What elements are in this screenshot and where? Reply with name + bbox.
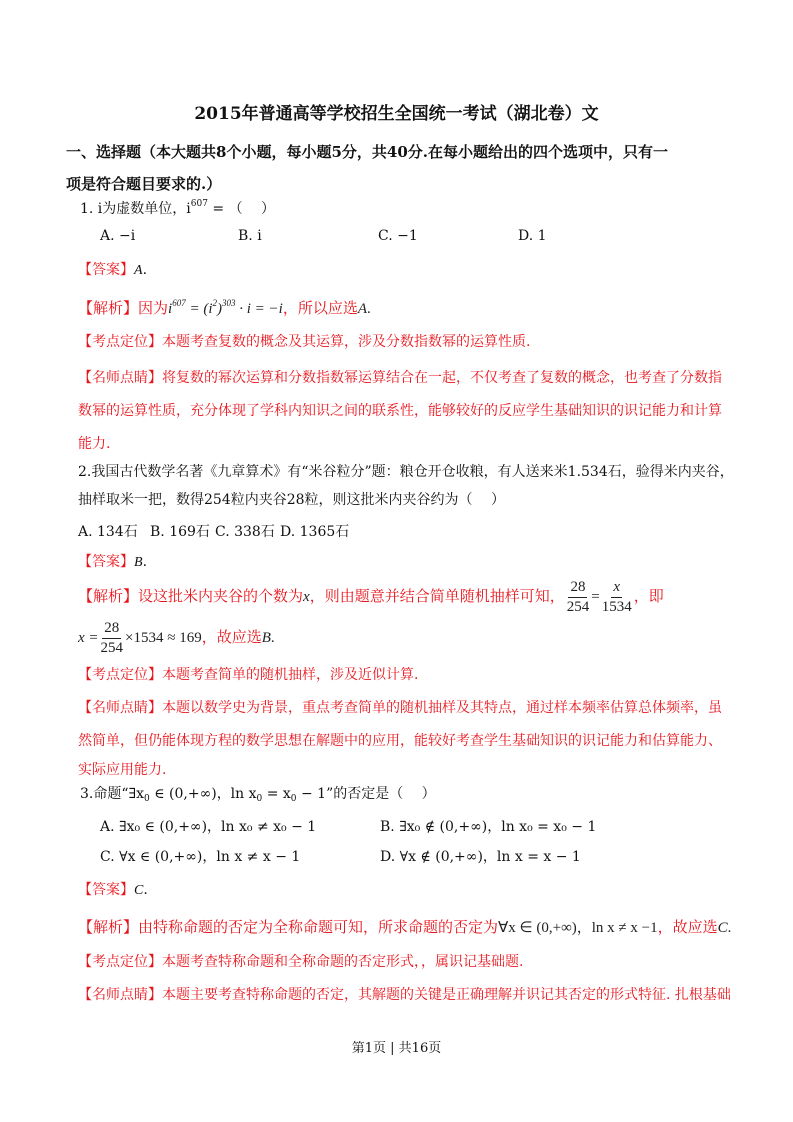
document-title: 2015年普通高等学校招生全国统一考试（湖北卷）文 [194, 104, 599, 124]
q2-option-d: D. 1365石 [280, 524, 350, 540]
q2-stem-line1: 2.我国古代数学名著《九章算术》有“米谷粒分”题：粮仓开仓收粮，有人送来米1.534石，验得米内夹谷， [78, 464, 734, 480]
page-footer: 第1页 | 共16页 [351, 1041, 442, 1056]
analysis-label: 【解析】 [78, 299, 139, 317]
q1-point: 【考点定位】本题考查复数的概念及其运算，涉及分数指数幂的运算性质. [78, 334, 531, 350]
q2-analysis: 【解析】设这批米内夹谷的个数为x，则由题意并结合简单随机抽样可知， $\frac{28}{254}$ = $\frac{x}{1534}$ ，即 [78, 578, 664, 615]
q1-stem-tail: = （ ） [207, 201, 276, 217]
q1-option-a: A. −i [100, 228, 136, 244]
q1-analysis: 【解析】因为$i^{607} = (i^2)^{303} \cdot i = -i$，所以应选A. [78, 298, 371, 317]
q2-option-c: C. 338石 [215, 524, 275, 540]
q2-answer: 【答案】B. [78, 554, 148, 570]
q1-option-d: D. 1 [518, 228, 547, 244]
q3-option-d: D. ∀x ∉ (0,+∞)，ln x = x − 1 [380, 849, 581, 865]
q3-option-c: C. ∀x ∈ (0,+∞)，ln x ≠ x − 1 [100, 849, 301, 865]
q3-comment: 【名师点睛】本题主要考查特称命题的否定，其解题的关键是正确理解并识记其否定的形式特征. 扎根基础 [78, 987, 731, 1003]
section-heading-line1: 一、选择题（本大题共8个小题，每小题5分，共40分.在每小题给出的四个选项中，只有一 [66, 143, 668, 161]
q2-comment-line1: 【名师点睛】本题以数学史为背景，重点考查简单的随机抽样及其特点，通过样本频率估算总体频率，虽 [78, 700, 722, 716]
fraction: $\frac{28}{254}$ [566, 578, 590, 615]
answer-label: 【答案】 [78, 262, 134, 278]
q3-option-b: B. ∃x₀ ∉ (0,+∞)，ln x₀ = x₀ − 1 [380, 819, 597, 835]
answer-value: A [134, 263, 143, 278]
q1-comment-line3: 能力. [78, 436, 111, 452]
q2-comment-line3: 实际应用能力. [78, 762, 167, 778]
q1-stem-exponent: 607 [190, 199, 208, 209]
q1-stem [80, 200, 275, 218]
q1-stem-text: 1. i为虚数单位，i [80, 201, 191, 217]
fraction: $\frac{28}{254}$ [100, 619, 124, 656]
q2-comment-line2: 然简单，但仍能体现方程的数学思想在解题中的应用，能较好考查学生基础知识的识记能力和估算能力、 [78, 733, 722, 749]
section-heading-line2: 项是符合题目要求的.） [66, 175, 222, 193]
q1-option-c: C. −1 [378, 228, 418, 244]
q3-stem: 3.命题“$\exists x_0$ ∈ (0,+∞)，$\ln x_0 = x_0 - 1$”的否定是（ ） [80, 786, 436, 804]
q2-option-b: B. 169石 [150, 524, 210, 540]
q1-option-b: B. i [238, 228, 262, 244]
q3-answer: 【答案】C. [78, 882, 148, 898]
q2-calculation: x = $\frac{28}{254}$ ×1534 ≈ 169，故应选B. [78, 619, 275, 656]
q2-option-a: A. 134石 [78, 524, 138, 540]
fraction: $\frac{x}{1534}$ [601, 578, 632, 615]
q1-answer: 【答案】A. [78, 262, 148, 278]
analysis-choice: A [357, 301, 368, 317]
analysis-text-post: ，所以应选 [282, 299, 358, 317]
q2-point: 【考点定位】本题考查简单的随机抽样，涉及近似计算. [78, 667, 419, 683]
analysis-text: 因为 [138, 299, 169, 317]
q2-stem-line2: 抽样取米一把，数得254粒内夹谷28粒，则这批米内夹谷约为（ ） [78, 492, 505, 508]
q3-point: 【考点定位】本题考查特称命题和全称命题的否定形式，，属识记基础题. [78, 954, 524, 970]
q3-option-a: A. ∃x₀ ∈ (0,+∞)，ln x₀ ≠ x₀ − 1 [100, 819, 317, 835]
q3-analysis: 【解析】由特称命题的否定为全称命题可知，所求命题的否定为∀x ∈ (0,+∞)，ln x ≠ x −1，故应选C. [78, 918, 732, 936]
q1-comment-line1: 【名师点睛】将复数的幂次运算和分数指数幂运算结合在一起，不仅考查了复数的概念，也考查了分数指 [78, 370, 722, 386]
q1-comment-line2: 数幂的运算性质，充分体现了学科内知识之间的联系性，能够较好的反应学生基础知识的识记能力和计算 [78, 403, 722, 419]
